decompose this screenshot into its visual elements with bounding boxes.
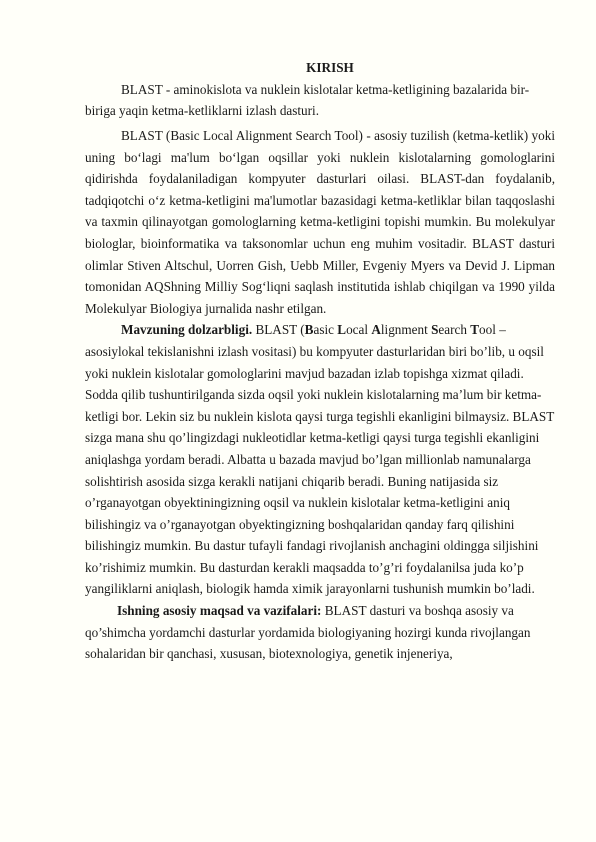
acronym-t2: ocal xyxy=(346,322,372,338)
acronym-t5: ool – xyxy=(479,322,506,338)
acronym-s: S xyxy=(431,322,439,338)
acronym-t1: asic xyxy=(313,322,338,338)
acronym-a: A xyxy=(371,322,381,338)
section-goals-body: BLAST dasturi va boshqa asosiy va qo’shimcha yordamchi dasturlar yordamida biologiyaning hozirgi kunda rivojlangan sohalaridan bir qanchasi, xususan, biotexnologiya, genetik injeneriya, xyxy=(85,603,531,662)
acronym-t: T xyxy=(470,322,480,338)
section-relevance xyxy=(85,319,555,600)
paragraph-blast-description: BLAST (Basic Local Alignment Search Tool) - asosiy tuzilish (ketma-ketlik) yoki uning bo‘lagi ma'lum bo‘lgan oqsillar yoki nuklein kislotalarning gomologlarini qidirishda foydalaniladigan kompyuter dasturlari oilasi. BLAST-dan foydalanib, tadqiqotchi o‘z ketma-ketligini ma'lumotlar bazasidagi ketma-ketliklar bilan taqqoslashi va taxmin qilinayotgan gomologlarning ketma-ketligini topishi mumkin. Bu molekulyar biologlar, bioinformatika va taksonomlar uchun eng muhim vositadir. BLAST dasturi olimlar Stiven Altschul, Uorren Gish, Uebb Miller, Evgeniy Myers va Devid J. Lipman tomonidan AQShning Milliy Sog‘liqni saqlash institutida ishlab chiqilgan va 1990 yilda Molekulyar Biologiya jurnalida nashr etilgan. xyxy=(85,128,555,316)
acronym-t4: earch xyxy=(438,322,471,338)
intro-paragraph: BLAST - aminokislota va nuklein kislotalar ketma-ketligining bazalarida bir-biriga yaqin ketma-ketliklarni izlash dasturi. xyxy=(85,82,530,118)
document-body xyxy=(85,57,555,665)
acronym-t3: lignment xyxy=(380,322,432,338)
section-goals xyxy=(85,600,555,665)
section-goals-heading: Ishning asosiy maqsad va vazifalari: xyxy=(117,603,322,619)
acronym-b: B xyxy=(304,322,314,338)
page-title: KIRISH xyxy=(306,60,354,75)
acronym-l: L xyxy=(337,322,347,338)
watermark xyxy=(0,122,10,181)
section-relevance-heading: Mavzuning dolzarbligi. xyxy=(121,322,253,338)
section-relevance-body: asosiylokal tekislanishni izlash vositasi) bu kompyuter dasturlaridan biri bo’lib, u oqsil yoki nuklein kislotalar gomologlarini mavjud bazadan izlab topishga xizmat qiladi. Sodda qilib tushuntirilganda sizda oqsil yoki nuklein kislotalarning ma’lum bir ketma-ketligi bor. Lekin siz bu nuklein kislota qaysi turga tegishli ekanligini bilmaysiz. BLAST sizga mana shu qo’lingizdagi nukleotidlar ketma-ketligi qaysi turga tegishli ekanligini aniqlashga yordam beradi. Albatta u bazada mavjud bo’lgan millionlab namunalarga solishtirish asosida sizga kerakli natijani chiqarib beradi. Buning natijasida siz o’rganayotgan obyektiningizning oqsil va nuklein kislotalar ketma-ketligini aniq bilishingiz va o’rganayotgan obyektingizning boshqalaridan qanday farq qilishini bilishingiz mumkin. Bu dastur tufayli fandagi rivojlanish anchagini oldingga siljishini ko’rishimiz mumkin. Bu dasturdan kerakli maqsadda to’g’ri foydalanilsa juda ko’p yangiliklarni aniqlash, biologik hamda ximik jarayonlarni tushunish mumkin bo’ladi. xyxy=(85,343,555,597)
blast-lead: BLAST ( xyxy=(252,322,305,338)
